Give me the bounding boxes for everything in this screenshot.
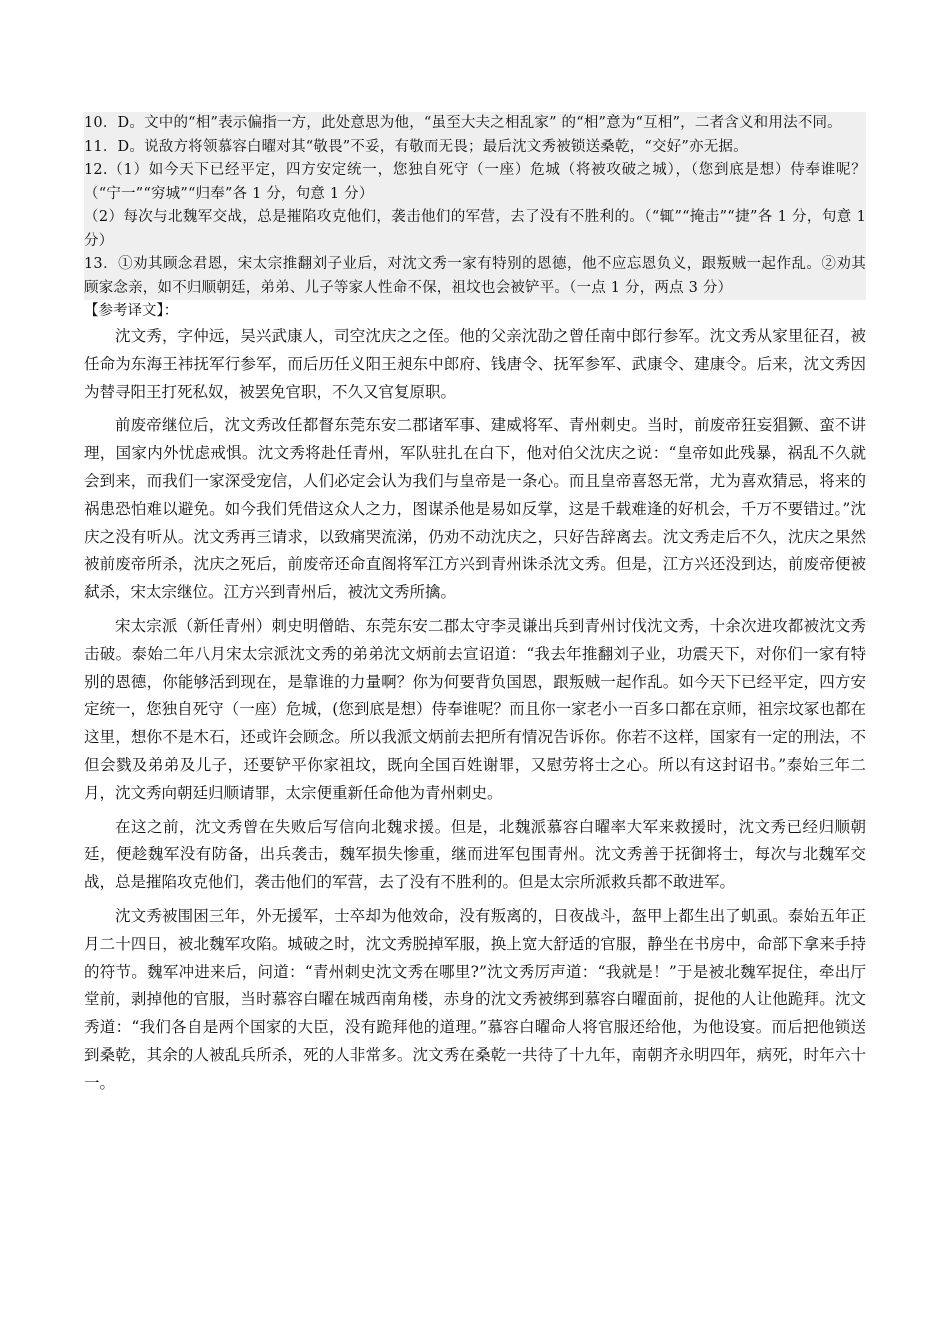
- answer-10: 10．D。文中的“相”表示偏指一方，此处意思为他，“虽至大夫之相乱家” 的“相”意为“互相”，二者含义和用法不同。: [84, 115, 842, 131]
- answer-key-block: [84, 112, 866, 300]
- answer-11: 11．D。说敌方将领慕容白曜对其“敬畏”不妥，有敬而无畏；最后沈文秀被锁送桑乾，“交好”亦无据。: [84, 138, 748, 155]
- translation-paragraph: 在这之前，沈文秀曾在失败后写信向北魏求援。但是，北魏派慕容白曜率大军来救援时，沈文秀已经归顺朝廷，便趁魏军没有防备，出兵袭击，魏军损失惨重，继而进军包围青州。沈文秀善于抚御将士，每次与北魏军交战，总是摧陷攻克他们，袭击他们的军营，去了没有不胜利的。但是太宗所派救兵都不敢进军。: [84, 817, 866, 892]
- answer-12-part-1: 12.（1）如今天下已经平定，四方安定统一，您独自死守（一座）危城（将被攻破之城），（您到底是想）侍奉谁呢？（“宁一”“穷城”“归奉”各 1 分，句意 1 分）: [84, 162, 866, 202]
- translation-paragraph: 前废帝继位后，沈文秀改任都督东莞东安二郡诸军事、建威将军、青州刺史。当时，前废帝狂妄猖獗、蛮不讲理，国家内外忧虑戒惧。沈文秀将赴任青州，军队驻扎在白下，他对伯父沈庆之说：“皇帝如此残暴，祸乱不久就会到来，而我们一家深受宠信，人们必定会认为我们与皇帝是一条心。而且皇帝喜怒无常，尤为喜欢猜忌，将来的祸患恐怕难以避免。如今我们凭借这众人之力，图谋杀他是易如反掌，这是千载难逢的好机会，千万不要错过。”沈庆之没有听从。沈文秀再三请求，以致痛哭流涕，仍劝不动沈庆之，只好告辞离去。沈文秀走后不久，沈庆之果然被前废帝所杀，沈庆之死后，前废帝还命直阁将军江方兴到青州诛杀沈文秀。但是，江方兴还没到达，前废帝便被弑杀，宋太宗继位。江方兴到青州后，被沈文秀所擒。: [84, 416, 866, 602]
- translation-heading: 【参考译文】：: [84, 303, 179, 319]
- translation-body: [84, 323, 866, 1098]
- document-page: [84, 112, 866, 1098]
- translation-paragraph: 宋太宗派（新任青州）刺史明僧皓、东莞东安二郡太守李灵谦出兵到青州讨伐沈文秀，十余次进攻都被沈文秀击破。泰始二年八月宋太宗派沈文秀的弟弟沈文炳前去宣诏道：“我去年推翻刘子业，功震天下，对你们一家有特别的恩德，你能够活到现在，是靠谁的力量啊？你为何要背负国恩，跟叛贼一起作乱。如今天下已经平定，四方安定统一，您独自死守（一座）危城，(您到底是想）侍奉谁呢？而且你一家老小一百多口都在京师，祖宗坟冢也都在这里，想你不是木石，还或许会顾念。所以我派文炳前去把所有情况告诉你。你若不这样，国家有一定的刑法，不但会戮及弟弟及儿子，还要铲平你家祖坟，既向全国百姓谢罪，又慰劳将士之心。所以有这封诏书。”泰始三年二月，沈文秀向朝廷归顺请罪，太宗便重新任命他为青州刺史。: [84, 616, 866, 802]
- translation-paragraph: 沈文秀，字仲远，吴兴武康人，司空沈庆之之侄。他的父亲沈劭之曾任南中郎行参军。沈文秀从家里征召，被任命为东海王袆抚军行参军，而后历任义阳王昶东中郎府、钱唐令、抚军参军、武康令、建康令。后来，沈文秀因为替寻阳王打死私奴，被罢免官职，不久又官复原职。: [84, 327, 866, 401]
- answer-12-part-2: （2）每次与北魏军交战，总是摧陷攻克他们，袭击他们的军营，去了没有不胜利的。（“辄”“掩击”“捷”各 1 分，句意 1 分）: [84, 209, 866, 249]
- translation-paragraph: 沈文秀被围困三年，外无援军，士卒却为他效命，没有叛离的，日夜战斗，盔甲上都生出了虮虱。泰始五年正月二十四日，被北魏军攻陷。城破之时，沈文秀脱掉军服，换上宽大舒适的官服，静坐在书房中，命部下拿来手持的符节。魏军冲进来后，问道：“青州刺史沈文秀在哪里?”沈文秀厉声道：“我就是！”于是被北魏军捉住，牵出厅堂前，剥掉他的官服，当时慕容白曜在城西南角楼，赤身的沈文秀被绑到慕容白曜面前，捉他的人让他跪拜。沈文秀道：“我们各自是两个国家的大臣，没有跪拜他的道理。”慕容白曜命人将官服还给他，为他设宴。而后把他锁送到桑乾，其余的人被乱兵所杀，死的人非常多。沈文秀在桑乾一共待了十九年，南朝齐永明四年，病死，时年六十一。: [84, 906, 866, 1092]
- answer-13: 13．①劝其顾念君恩，宋太宗推翻刘子业后，对沈文秀一家有特别的恩德，他不应忘恩负义，跟叛贼一起作乱。②劝其顾家念亲，如不归顺朝廷，弟弟、儿子等家人性命不保，祖坟也会被铲平。（一点 1 分，两点 3 分）: [84, 256, 866, 296]
